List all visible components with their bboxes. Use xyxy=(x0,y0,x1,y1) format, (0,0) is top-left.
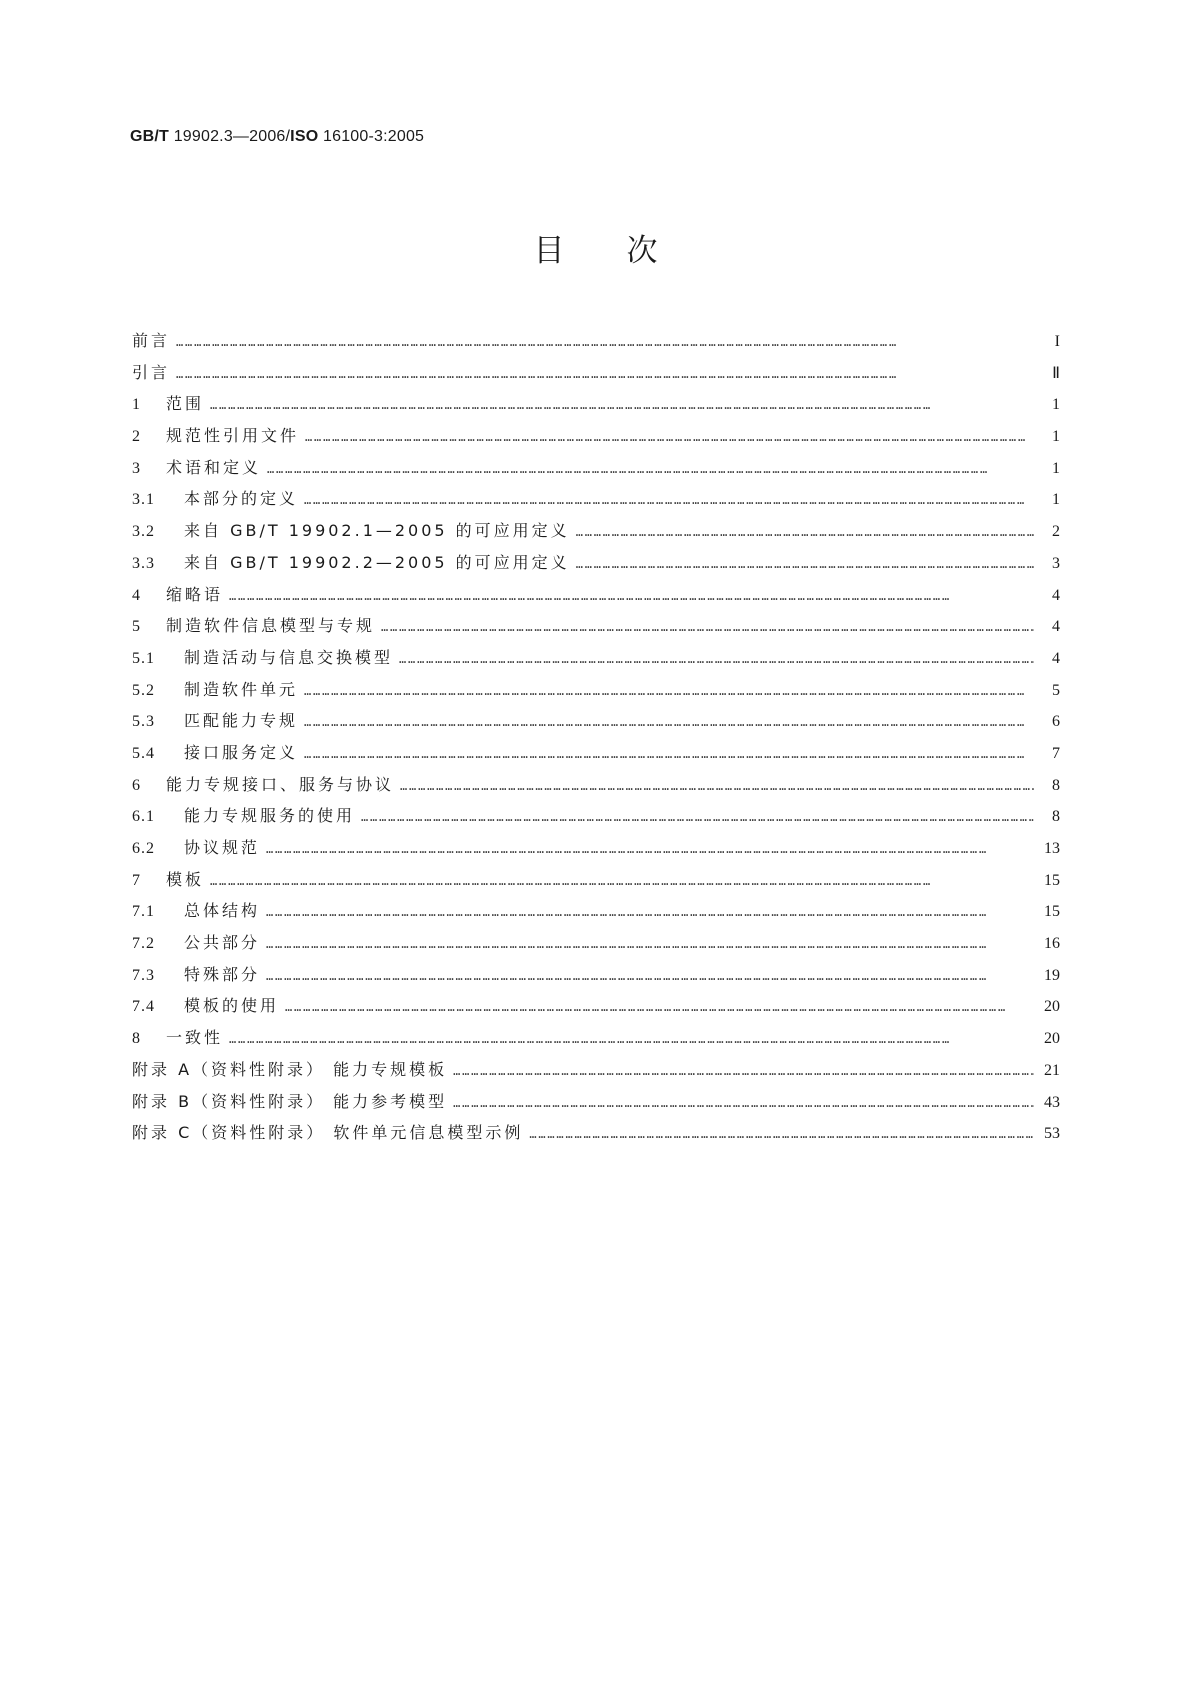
toc-entry[interactable] xyxy=(132,1057,1060,1089)
toc-entry-label: 公共部分 xyxy=(184,933,261,953)
toc-leader-dots xyxy=(210,875,1034,887)
toc-entry-number: 3.1 xyxy=(132,491,155,509)
toc-entry-number: 7.3 xyxy=(132,966,155,984)
toc-entry-number: 3.3 xyxy=(132,554,155,572)
toc-entry[interactable] xyxy=(132,930,1060,962)
toc-entry-label: 引言 xyxy=(132,362,171,382)
toc-entry-label: 总体结构 xyxy=(184,901,261,921)
toc-entry[interactable] xyxy=(132,328,1060,360)
toc-entry-number: 7.4 xyxy=(132,998,155,1016)
toc-entry-number: 4 xyxy=(132,586,141,604)
toc-entry-number: 3.2 xyxy=(132,523,155,541)
toc-entry-label: 来自 GB/T 19902.1—2005 的可应用定义 xyxy=(184,521,570,541)
table-of-contents xyxy=(132,328,1060,1152)
toc-leader-dots xyxy=(266,938,1034,950)
toc-leader-dots xyxy=(304,494,1034,506)
toc-leader-dots xyxy=(176,336,1034,348)
toc-entry[interactable] xyxy=(132,423,1060,455)
toc-entry[interactable] xyxy=(132,360,1060,392)
toc-entry-number: 7 xyxy=(132,871,141,889)
toc-entry-label: 制造软件信息模型与专规 xyxy=(166,616,376,636)
toc-entry-label: 规范性引用文件 xyxy=(166,426,300,446)
toc-entry-number: 5.2 xyxy=(132,681,155,699)
toc-entry[interactable] xyxy=(132,518,1060,550)
toc-page-number: 43 xyxy=(1044,1093,1060,1111)
toc-entry-number: 2 xyxy=(132,428,141,446)
toc-entry[interactable] xyxy=(132,391,1060,423)
toc-page-number: 19 xyxy=(1044,966,1060,984)
toc-entry-label: 制造软件单元 xyxy=(184,679,299,699)
toc-entry[interactable] xyxy=(132,582,1060,614)
toc-entry-label: 能力专规服务的使用 xyxy=(184,806,356,826)
toc-entry-label: 特殊部分 xyxy=(184,964,261,984)
toc-entry-number: 5.4 xyxy=(132,744,155,762)
toc-entry-label: 制造活动与信息交换模型 xyxy=(184,647,394,667)
toc-page-number: 15 xyxy=(1044,871,1060,889)
toc-entry-label: 一致性 xyxy=(166,1028,224,1048)
toc-page-number: 8 xyxy=(1052,776,1060,794)
toc-leader-dots xyxy=(304,685,1034,697)
toc-page-number: 5 xyxy=(1052,681,1060,699)
toc-entry[interactable] xyxy=(132,677,1060,709)
toc-entry-label: 协议规范 xyxy=(184,838,261,857)
toc-entry-label: 缩略语 xyxy=(166,584,224,604)
toc-entry[interactable] xyxy=(132,993,1060,1025)
toc-leader-dots xyxy=(229,590,1034,602)
toc-entry-label: 模板的使用 xyxy=(184,996,280,1016)
toc-entry[interactable] xyxy=(132,740,1060,772)
toc-entry-number: 5 xyxy=(132,618,141,636)
toc-entry-number: 7.2 xyxy=(132,935,155,953)
toc-page-number: 13 xyxy=(1044,840,1060,857)
toc-page-number: 3 xyxy=(1052,554,1060,572)
toc-page-number: 53 xyxy=(1044,1125,1060,1143)
toc-leader-dots xyxy=(381,621,1034,633)
toc-entry-number: 6.2 xyxy=(132,840,155,857)
toc-leader-dots xyxy=(576,558,1034,570)
toc-entry-label: 附录 C（资料性附录） 软件单元信息模型示例 xyxy=(132,1123,524,1143)
toc-page-number: 1 xyxy=(1052,459,1060,477)
toc-leader-dots xyxy=(304,716,1034,728)
toc-leader-dots xyxy=(267,463,1034,475)
toc-entry[interactable] xyxy=(132,1120,1060,1152)
toc-page-number: 1 xyxy=(1052,428,1060,446)
toc-page-number: Ⅱ xyxy=(1052,364,1060,382)
toc-leader-dots xyxy=(176,368,1034,380)
toc-leader-dots xyxy=(285,1001,1034,1013)
toc-entry-label: 本部分的定义 xyxy=(184,489,299,509)
toc-entry-number: 3 xyxy=(132,459,141,477)
toc-leader-dots xyxy=(453,1097,1034,1109)
iso-prefix: ISO xyxy=(290,128,319,145)
toc-entry-number: 5.3 xyxy=(132,713,155,731)
toc-entry[interactable] xyxy=(132,645,1060,677)
toc-page-number: 20 xyxy=(1044,1030,1060,1048)
toc-entry[interactable] xyxy=(132,486,1060,518)
toc-page-number: 4 xyxy=(1052,586,1060,604)
toc-leader-dots xyxy=(229,1033,1034,1045)
toc-entry-label: 附录 A（资料性附录） 能力专规模板 xyxy=(132,1059,448,1079)
toc-page-number: I xyxy=(1054,333,1060,350)
toc-page-number: 7 xyxy=(1052,744,1060,762)
toc-entry-label: 来自 GB/T 19902.2—2005 的可应用定义 xyxy=(184,552,570,572)
toc-leader-dots xyxy=(361,811,1034,823)
toc-entry-label: 接口服务定义 xyxy=(184,742,299,762)
toc-page-number: 15 xyxy=(1044,903,1060,921)
toc-entry-label: 术语和定义 xyxy=(166,457,262,477)
toc-entry-label: 匹配能力专规 xyxy=(184,711,299,731)
toc-page-number: 1 xyxy=(1052,491,1060,509)
toc-entry-label: 附录 B（资料性附录） 能力参考模型 xyxy=(132,1091,448,1111)
page-title: 目次 xyxy=(533,233,720,269)
toc-page-number: 4 xyxy=(1052,618,1060,636)
toc-page-number: 6 xyxy=(1052,713,1060,731)
toc-entry-number: 6 xyxy=(132,776,141,794)
toc-page-number: 8 xyxy=(1052,808,1060,826)
toc-page-number: 2 xyxy=(1052,523,1060,541)
toc-entry[interactable] xyxy=(132,898,1060,930)
toc-entry-number: 7.1 xyxy=(132,903,155,921)
iso-number: 16100-3:2005 xyxy=(323,128,425,145)
toc-entry-number: 6.1 xyxy=(132,808,155,826)
toc-entry[interactable] xyxy=(132,613,1060,645)
toc-entry[interactable] xyxy=(132,772,1060,804)
toc-entry-label: 模板 xyxy=(166,869,205,889)
toc-leader-dots xyxy=(266,970,1034,982)
toc-entry-number: 8 xyxy=(132,1030,141,1048)
toc-entry[interactable] xyxy=(132,455,1060,487)
toc-entry[interactable] xyxy=(132,1025,1060,1057)
standard-code xyxy=(130,128,424,146)
toc-leader-dots xyxy=(399,653,1034,665)
toc-leader-dots xyxy=(453,1065,1034,1077)
toc-entry[interactable] xyxy=(132,1089,1060,1121)
toc-page-number: 4 xyxy=(1052,649,1060,667)
toc-page-number: 1 xyxy=(1052,396,1060,414)
toc-entry[interactable] xyxy=(132,803,1060,835)
toc-entry[interactable] xyxy=(132,835,1060,867)
toc-entry-label: 范围 xyxy=(166,394,205,414)
toc-entry-number: 1 xyxy=(132,396,141,414)
toc-leader-dots xyxy=(304,748,1034,760)
toc-page-number: 20 xyxy=(1044,998,1060,1016)
toc-entry-label: 能力专规接口、服务与协议 xyxy=(166,774,395,794)
toc-page-number: 16 xyxy=(1044,935,1060,953)
toc-leader-dots xyxy=(266,843,1034,855)
toc-leader-dots xyxy=(400,780,1034,792)
code-prefix: GB/T xyxy=(130,128,170,145)
toc-leader-dots xyxy=(576,526,1034,538)
toc-leader-dots xyxy=(529,1128,1034,1140)
toc-entry[interactable] xyxy=(132,708,1060,740)
toc-entry[interactable] xyxy=(132,550,1060,582)
toc-page-number: 21 xyxy=(1044,1061,1060,1079)
toc-leader-dots xyxy=(266,906,1034,918)
toc-entry[interactable] xyxy=(132,962,1060,994)
toc-leader-dots xyxy=(305,431,1034,443)
code-number: 19902.3—2006/ xyxy=(173,128,291,145)
toc-entry-label: 前言 xyxy=(132,331,171,350)
toc-entry[interactable] xyxy=(132,867,1060,899)
toc-leader-dots xyxy=(210,399,1034,411)
toc-entry-number: 5.1 xyxy=(132,649,155,667)
